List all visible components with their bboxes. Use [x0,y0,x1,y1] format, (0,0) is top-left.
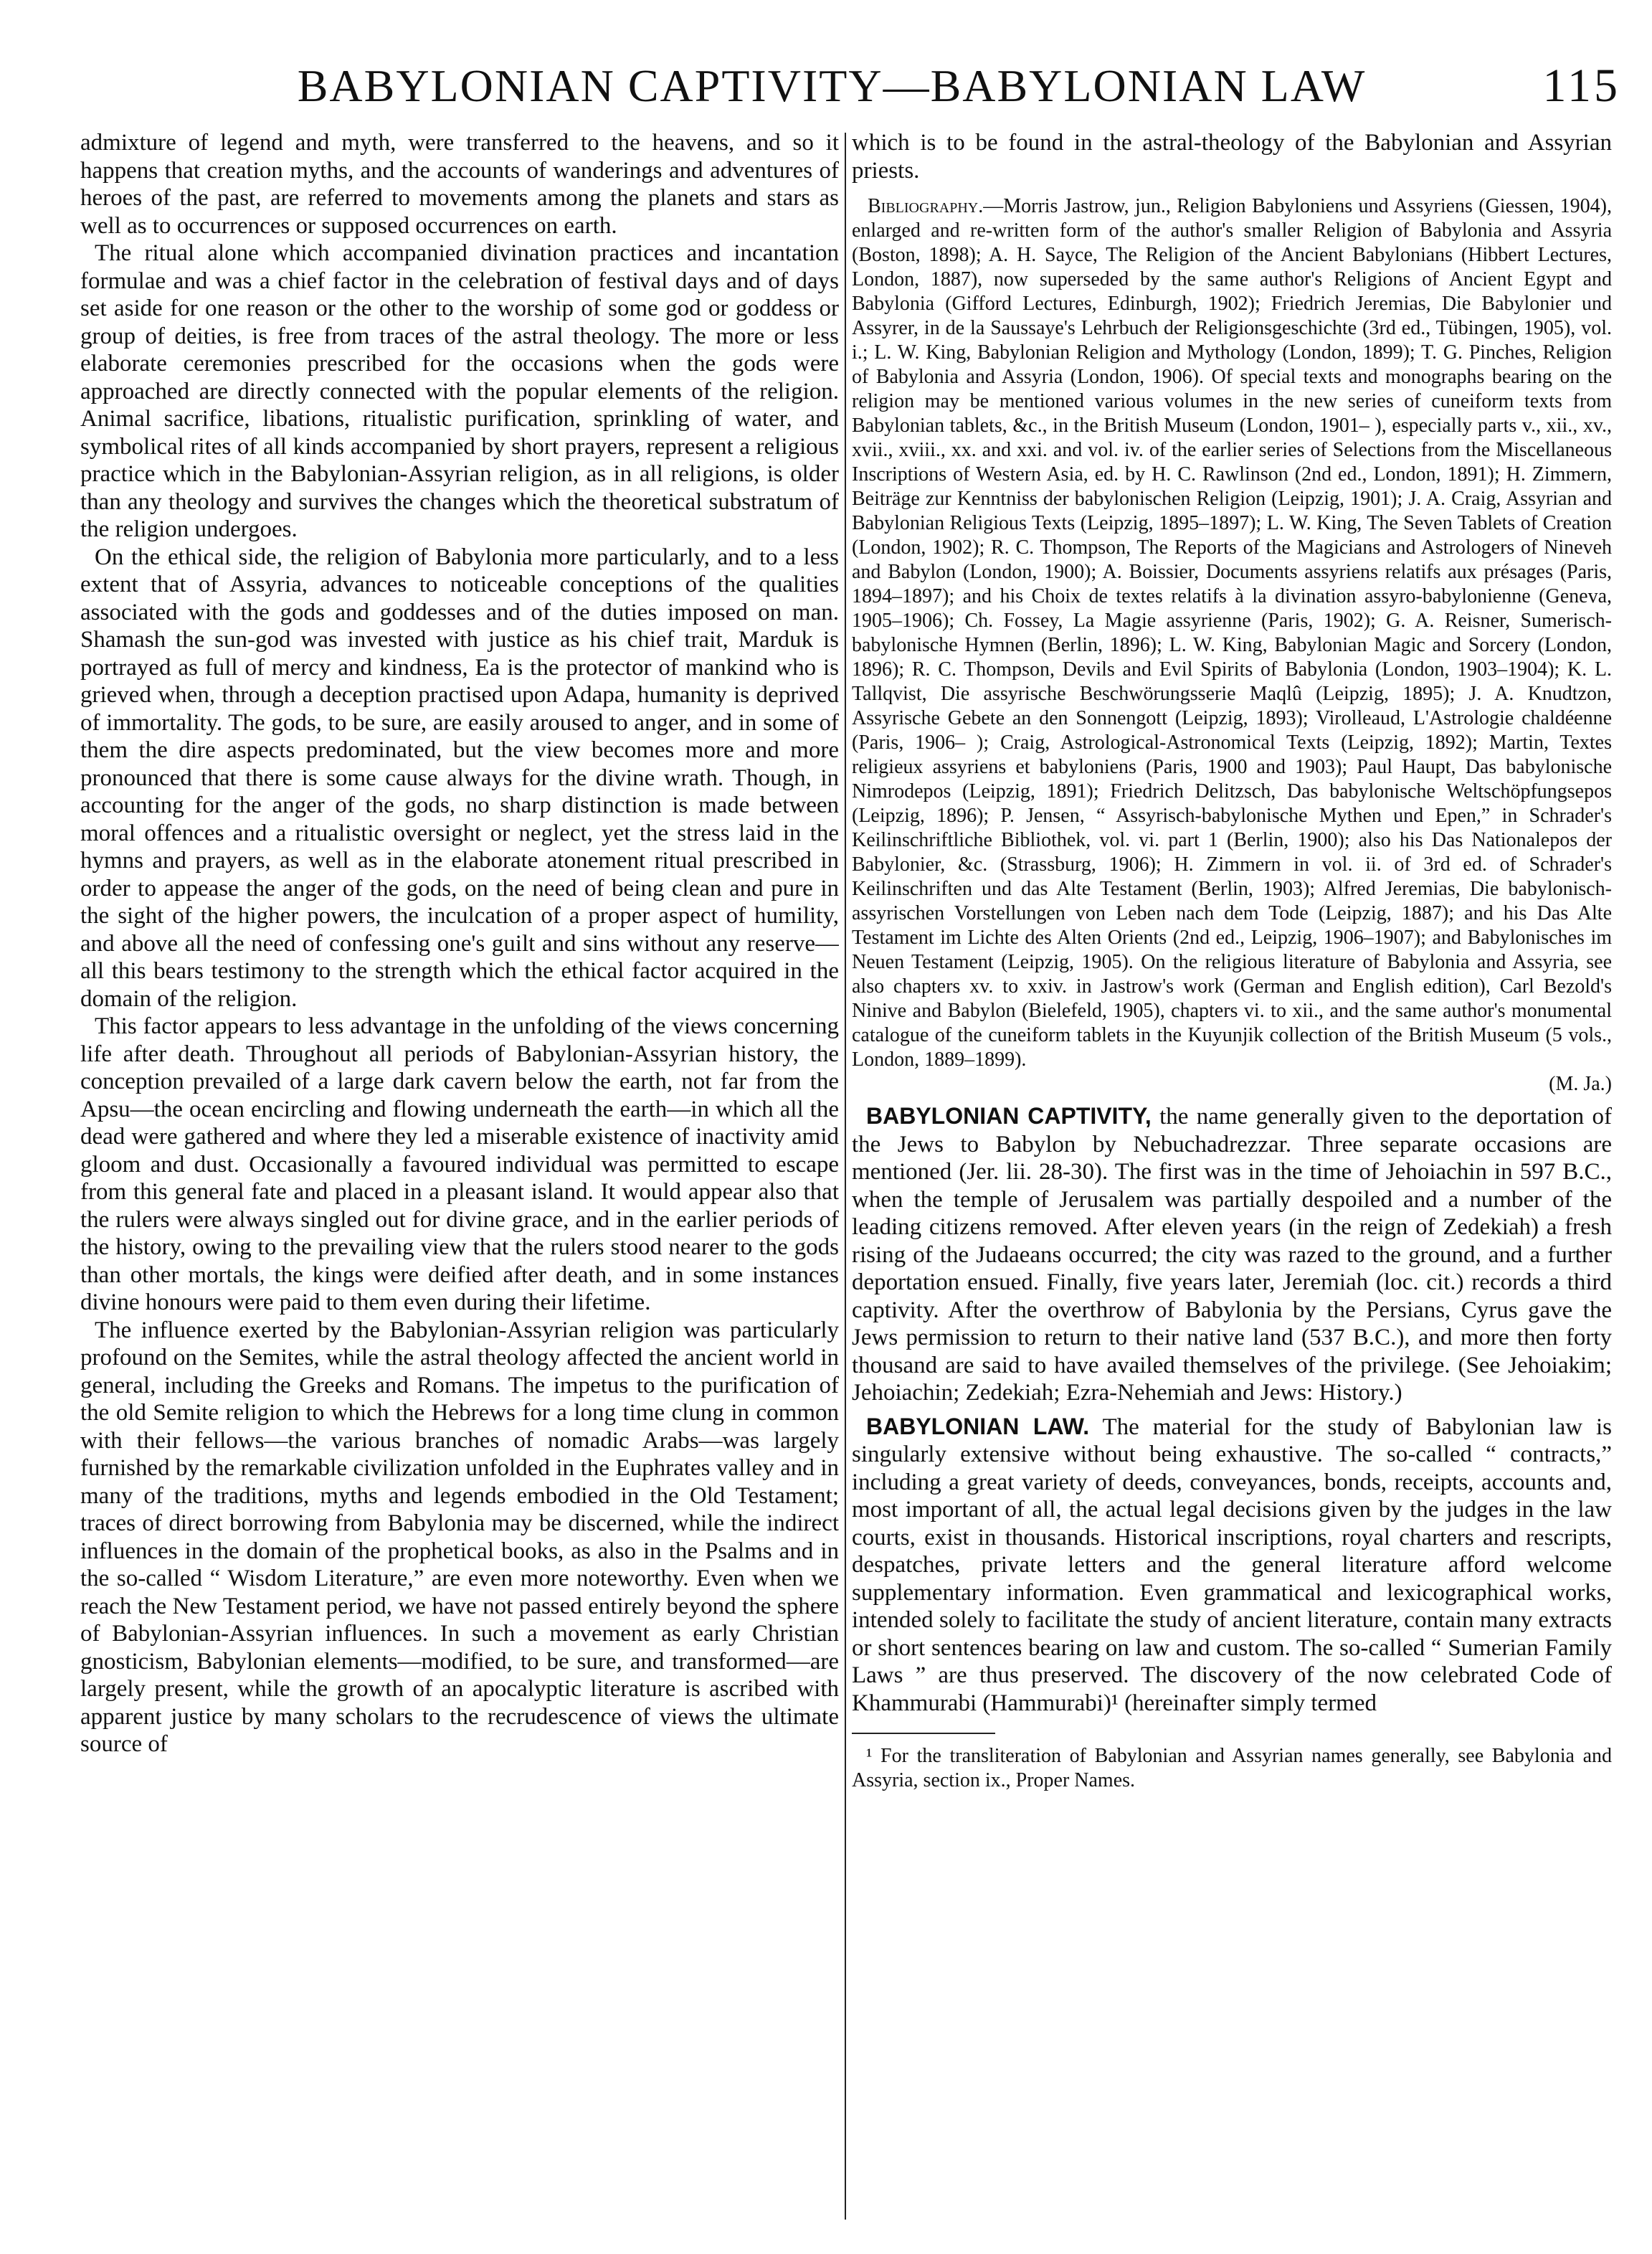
running-title: BABYLONIAN CAPTIVITY—BABYLONIAN LAW [297,60,1367,111]
bibliography-label: Bibliography. [868,195,984,217]
entry-text: The material for the study of Babylonian law is singularly extensive without being exhaustive. The so-called “ contracts,” including a great variety of deeds, conveyances, bonds, receipts, accounts and, most important of all, the actual legal decisions given by the judges in the law courts, exist in thousands. Historical inscriptions, royal charters and rescripts, despatches, private letters and the general literature afford welcome supplementary information. Even grammatical and lexicographical works, intended solely to facilitate the study of ancient literature, contain many extracts or short sentences bearing on law and custom. The so-called “ Sumerian Family Laws ” are thus preserved. The discovery of the now celebrated Code of Khammurabi (Hammurabi)¹ (hereinafter simply termed [852,1414,1612,1716]
paragraph-continuation: which is to be found in the astral-theology of the Babylonian and Assyrian priests. [852,130,1612,184]
entry-babylonian-captivity [852,1102,1612,1407]
entry-heading: BABYLONIAN CAPTIVITY, [866,1103,1152,1129]
entry-babylonian-law [852,1413,1612,1718]
paragraph: The influence exerted by the Babylonian-Assyrian religion was particularly profound on the Semites, while the astral theology affected the ancient world in general, including the Greeks and Romans. The impetus to the purification of the old Semite religion to which the Hebrews for a long time clung in common with their fellows—the various branches of nomadic Arabs—was largely furnished by the remarkable civilization unfolded in the Euphrates valley and in many of the traditions, myths and legends embodied in the Old Testament; traces of direct borrowing from Babylonia may be discerned, while the indirect influences in the domain of the prophetical books, as also in the Psalms and in the so-called “ Wisdom Literature,” are even more noteworthy. Even when we reach the New Testament period, we have not passed entirely beyond the sphere of Babylonian-Assyrian influences. In such a movement as early Christian gnosticism, Babylonian elements—modified, to be sure, and transformed—are largely present, while the growth of an apocalyptic literature is ascribed with apparent justice by many scholars to the recrudescence of views the ultimate source of [80,1317,839,1757]
footnote-rule [852,1733,995,1734]
bibliography-paragraph [852,194,1612,1097]
bibliography-text: —Morris Jastrow, jun., Religion Babyloniens und Assyriens (Giessen, 1904), enlarged and re-written form of the author's smaller Religion of Babylonia and Assyria (Boston, 1898); A. H. Sayce, The Religion of the Ancient Babylonians (Hibbert Lectures, London, 1887), now superseded by the same author's Religions of Ancient Egypt and Babylonia (Gifford Lectures, Edinburgh, 1902); Friedrich Jeremias, Die Babylonier und Assyrer, in de la Saussaye's Lehrbuch der Religionsgeschichte (3rd ed., Tübingen, 1905), vol. i.; L. W. King, Babylonian Religion and Mythology (London, 1899); T. G. Pinches, Religion of Babylonia and Assyria (London, 1906). Of special texts and monographs bearing on the religion may be mentioned various volumes in the new series of cuneiform texts from Babylonian tablets, &c., in the British Museum (London, 1901– ), especially parts v., xii., xv., xvii., xviii., xx. and xxi. and vol. iv. of the earlier series of Selections from the Miscellaneous Inscriptions of Western Asia, ed. by H. C. Rawlinson (2nd ed., London, 1891); H. Zimmern, Beiträge zur Kenntniss der babylonischen Religion (Leipzig, 1901); J. A. Craig, Assyrian and Babylonian Religious Texts (Leipzig, 1895–1897); L. W. King, The Seven Tablets of Creation (London, 1902); R. C. Thompson, The Reports of the Magicians and Astrologers of Nineveh and Babylon (London, 1900); A. Boissier, Documents assyriens relatifs aux présages (Paris, 1894–1897); and his Choix de textes relatifs à la divination assyro-babylonienne (Geneva, 1905–1906); Ch. Fossey, La Magie assyrienne (Paris, 1902); G. A. Reisner, Sumerisch-babylonische Hymnen (Berlin, 1896); L. W. King, Babylonian Magic and Sorcery (London, 1896); R. C. Thompson, Devils and Evil Spirits of Babylonia (London, 1903–1904); K. L. Tallqvist, Die assyrische Beschwörungsserie Maqlû (Leipzig, 1895); J. A. Knudtzon, Assyrische Gebete an den Sonnengott (Leipzig, 1893); Virolleaud, L'Astrologie chaldéenne (Paris, 1906– ); Craig, Astrological-Astronomical Texts (Leipzig, 1892); Martin, Textes religieux assyriens et babyloniens (Paris, 1900 and 1903); Paul Haupt, Das babylonische Nimrodepos (Leipzig, 1891); Friedrich Delitzsch, Das babylonische Weltschöpfungsepos (Leipzig, 1896); P. Jensen, “ Assyrisch-babylonische Mythen und Epen,” in Schrader's Keilinschriftliche Bibliothek, vol. vi. part 1 (Berlin, 1900); also his Das Nationalepos der Babylonier, &c. (Strassburg, 1906); H. Zimmern in vol. ii. of 3rd ed. of Schrader's Keilinschriften und das Alte Testament (Berlin, 1903); Alfred Jeremias, Die babylonisch-assyrischen Vorstellungen von Leben nach dem Tode (Leipzig, 1887); and his Das Alte Testament im Lichte des Alten Orients (2nd ed., Leipzig, 1906–1907); and Babylonisches im Neuen Testament (Leipzig, 1905). On the religious literature of Babylonia and Assyria, see also chapters xv. to xxiv. in Jastrow's work (German and English edition), Carl Bezold's Ninive and Babylon (Bielefeld, 1905), chapters vi. to xii., and the same author's monumental catalogue of the cuneiform tablets in the Kuyunjik collection of the British Museum (5 vols., London, 1889–1899). [852,195,1612,1071]
paragraph: This factor appears to less advantage in the unfolding of the views concerning life after death. Throughout all periods of Babylonian-Assyrian history, the conception prevailed of a large dark cavern below the earth, not far from the Apsu—the ocean encircling and flowing underneath the earth—in which all the dead were gathered and where they led a miserable existence of inactivity amid gloom and dust. Occasionally a favoured individual was permitted to escape from this general fate and placed in a pleasant island. It would appear also that the rulers were always singled out for divine grace, and in the earlier periods of the history, owing to the prevailing view that the rulers stood nearer to the gods than other mortals, the kings were deified after death, and in some instances divine honours were paid to them even during their lifetime. [80,1013,839,1315]
page-header [0,50,1652,122]
footnote-text: ¹ For the transliteration of Babylonian and Assyrian names generally, see Babylonia and Assyria, section ix., Proper Names. [852,1745,1612,1791]
paragraph: admixture of legend and myth, were transferred to the heavens, and so it happens that creation myths, and the accounts of wanderings and adventures of heroes of the past, are referred to movements among the planets and stars as well as to occurrences or supposed occurrences on earth. [80,130,839,239]
entry-text: the name generally given to the deportation of the Jews to Babylon by Nebuchadrezzar. Three separate occasions are mentioned (Jer. lii. 28-30). The first was in the time of Jehoiachin in 597 B.C., when the temple of Jerusalem was partially despoiled and a number of the leading citizens removed. After eleven years (in the reign of Zedekiah) a fresh rising of the Judaeans occurred; the city was razed to the ground, and a further deportation ensued. Finally, five years later, Jeremiah (loc. cit.) records a third captivity. After the overthrow of Babylonia by the Persians, Cyrus gave the Jews permission to return to their native land (537 B.C.), and more then forty thousand are said to have availed themselves of the privilege. (See Jehoiakim; Jehoiachin; Zedekiah; Ezra-Nehemiah and Jews: History.) [852,1104,1612,1406]
entry-paragraph [852,1102,1612,1407]
entry-paragraph [852,1413,1612,1718]
page-number: 115 [1542,60,1620,112]
column-divider [845,133,846,2220]
right-column [852,129,1612,2230]
left-column [80,129,839,2230]
paragraph: On the ethical side, the religion of Babylonia more particularly, and to a less extent that of Assyria, advances to noticeable conceptions of the qualities associated with the gods and goddesses and of the duties imposed on man. Shamash the sun-god was invested with justice as his chief trait, Marduk is portrayed as full of mercy and kindness, Ea is the protector of mankind who is grieved when, through a deception practised upon Adapa, humanity is deprived of immortality. The gods, to be sure, are easily aroused to anger, and in some of them the dire aspects predominated, but the view becomes more and more pronounced that there is some cause always for the divine wrath. Though, in accounting for the anger of the gods, no sharp distinction is made between moral offences and a ritualistic oversight or neglect, yet the stress laid in the hymns and prayers, as well as in the elaborate atonement ritual prescribed in order to appease the anger of the gods, on the need of being clean and pure in the sight of the higher powers, the inculcation of a proper aspect of humility, and above all the need of confessing one's guilt and sins without any reserve—all this bears testimony to the strength which the ethical factor acquired in the domain of the religion. [80,544,839,1012]
entry-heading: BABYLONIAN LAW. [866,1413,1090,1439]
footnote [852,1744,1612,1793]
paragraph: The ritual alone which accompanied divination practices and incantation formulae and was a chief factor in the celebration of festival days and of days set aside for one reason or the other to the worship of some god or goddess or group of deities, is free from traces of the astral theology. The more or less elaborate ceremonies prescribed for the occasions when the gods were approached are directly connected with the popular elements of the religion. Animal sacrifice, libations, ritualistic purification, sprinkling of water, and symbolical rites of all kinds accompanied by short prayers, represent a religious practice which in the Babylonian-Assyrian religion, as in all religions, is older than any theology and survives the changes which the theoretical substratum of the religion undergoes. [80,240,839,542]
bibliography [852,194,1612,1097]
author-signature: (M. Ja.) [1549,1073,1612,1095]
